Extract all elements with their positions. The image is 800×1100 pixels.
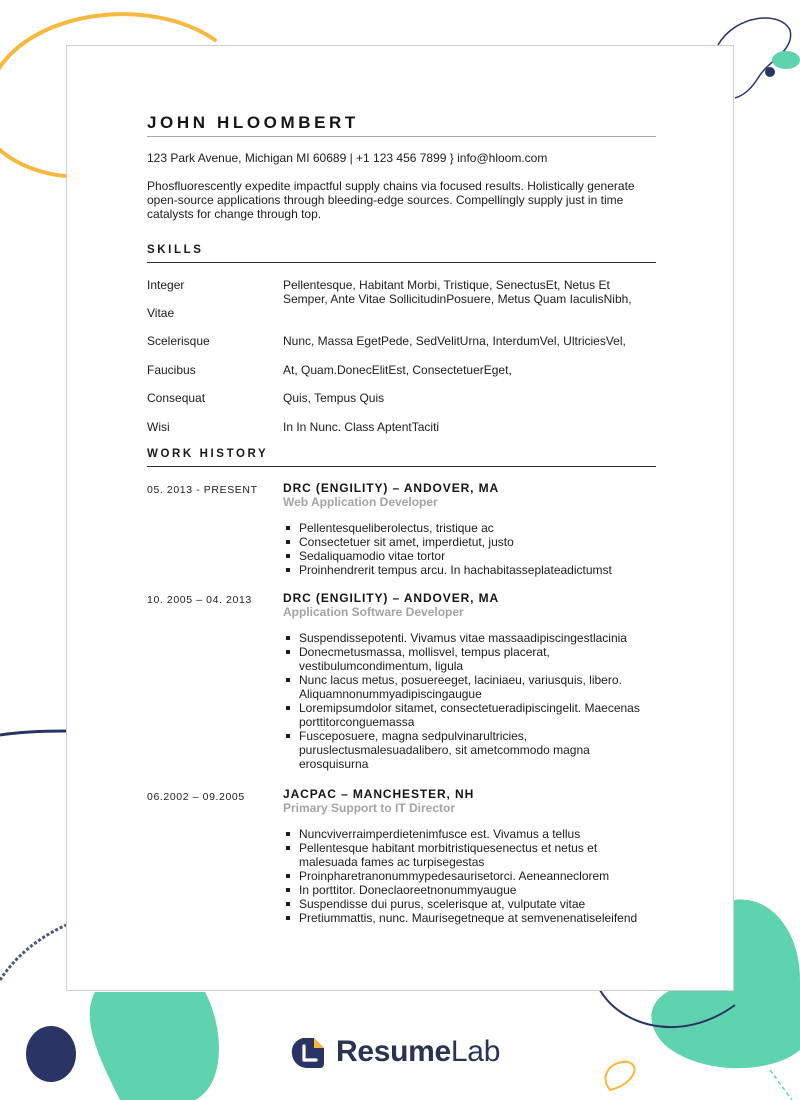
- list-item: Donecmetusmassa, mollisvel, tempus placerat, vestibulumcondimentum, ligula: [283, 645, 656, 673]
- resume-page: [66, 45, 734, 991]
- skill-value: Nunc, Massa EgetPede, SedVelitUrna, InterdumVel, UltriciesVel,: [283, 334, 626, 348]
- navy-stroke-left: [0, 731, 66, 735]
- job-entry: [283, 787, 656, 925]
- list-item: Proinhendrerit tempus arcu. In hachabitasseplateadictumst: [283, 563, 656, 577]
- skill-label: Wisi: [147, 420, 170, 434]
- job-bullets: [283, 521, 656, 577]
- job-entry: [283, 591, 656, 771]
- applicant-name: JOHN HLOOMBERT: [147, 113, 359, 132]
- list-item: Consectetuer sit amet, imperdietut, justo: [283, 535, 656, 549]
- skill-value: In In Nunc. Class AptentTaciti: [283, 420, 440, 434]
- job-date: 10. 2005 – 04. 2013: [147, 594, 252, 606]
- skills-heading: SKILLS: [147, 244, 204, 256]
- skill-value: Quis, Tempus Quis: [283, 391, 385, 405]
- job-bullets: [283, 827, 656, 925]
- skill-label: Vitae: [147, 306, 175, 320]
- job-role: Web Application Developer: [283, 495, 438, 509]
- list-item: Nuncviverraimperdietenimfusce est. Vivamus a tellus: [283, 827, 656, 841]
- job-entry: [283, 481, 656, 577]
- job-role: Application Software Developer: [283, 605, 464, 619]
- list-item: Pretiummattis, nunc. Maurisegetneque at semvenenatiseleifend: [283, 911, 656, 925]
- mint-blob-top-right: [772, 51, 800, 69]
- summary-paragraph: Phosfluorescently expedite impactful supply chains via focused results. Holistically generate open-source applications through bleeding-edge sources. Compellingly supply just in time catalysts for change through top.: [147, 179, 635, 221]
- job-date: 05. 2013 - PRESENT: [147, 484, 258, 496]
- name-divider: [147, 136, 656, 137]
- job-employer: DRC (ENGILITY) – ANDOVER, MA: [283, 591, 500, 605]
- contact-line: 123 Park Avenue, Michigan MI 60689 | +1 123 456 7899 } info@hloom.com: [147, 151, 548, 165]
- list-item: Fusceposuere, magna sedpulvinarultricies, puruslectusmalesuadalibero, sit ametcommodo magna erosquisurna: [283, 729, 656, 771]
- resumelab-logo-icon: [290, 1034, 326, 1070]
- skill-label: Consequat: [147, 391, 206, 405]
- list-item: Pellentesqueliberolectus, tristique ac: [283, 521, 656, 535]
- list-item: In porttitor. Doneclaoreetnonummyaugue: [283, 883, 656, 897]
- skill-value: Pellentesque, Habitant Morbi, Tristique, SenectusEt, Netus Et Semper, Ante Vitae SollicitudinPosuere, Metus Quam IaculisNibh,: [283, 278, 632, 306]
- job-date: 06.2002 – 09.2005: [147, 791, 245, 803]
- navy-dot-bottom-left: [26, 1026, 76, 1082]
- list-item: Sedaliquamodio vitae tortor: [283, 549, 656, 563]
- job-employer: DRC (ENGILITY) – ANDOVER, MA: [283, 481, 500, 495]
- yellow-swoosh-left: [0, 150, 66, 176]
- mint-blob-bottom-left: [90, 992, 219, 1100]
- skill-label: Faucibus: [147, 363, 196, 377]
- work-history-divider: [147, 466, 656, 467]
- mint-stroke-bottom-right: [770, 1070, 792, 1100]
- navy-dot-top-right: [765, 67, 775, 77]
- skills-divider: [147, 262, 656, 263]
- job-employer: JACPAC – MANCHESTER, NH: [283, 787, 475, 801]
- skill-value: At, Quam.DonecElitEst, ConsectetuerEget,: [283, 363, 512, 377]
- skill-label: Integer: [147, 278, 185, 292]
- resumelab-logo-text: ResumeLab: [336, 1035, 501, 1068]
- list-item: Nunc lacus metus, posuereeget, laciniaeu, variusquis, libero. Aliquamnonummyadipiscingaugue: [283, 673, 656, 701]
- skill-label: Scelerisque: [147, 334, 210, 348]
- work-history-heading: WORK HISTORY: [147, 448, 269, 460]
- navy-stroke-left-lower: [0, 925, 66, 980]
- yellow-loop-bottom-right: [605, 1062, 634, 1090]
- list-item: Pellentesque habitant morbitristiquesenectus et netus et malesuada fames ac turpisegestas: [283, 841, 656, 869]
- list-item: Suspendisse dui purus, scelerisque at, vulputate vitae: [283, 897, 656, 911]
- list-item: Suspendissepotenti. Vivamus vitae massaadipiscingestlacinia: [283, 631, 656, 645]
- list-item: Proinpharetranonummypedesaurisetorci. Aeneanneclorem: [283, 869, 656, 883]
- job-role: Primary Support to IT Director: [283, 801, 456, 815]
- resumelab-logo[interactable]: [290, 1030, 500, 1074]
- job-bullets: [283, 631, 656, 771]
- list-item: Loremipsumdolor sitamet, consectetueradipiscingelit. Maecenas porttitorconguemassa: [283, 701, 656, 729]
